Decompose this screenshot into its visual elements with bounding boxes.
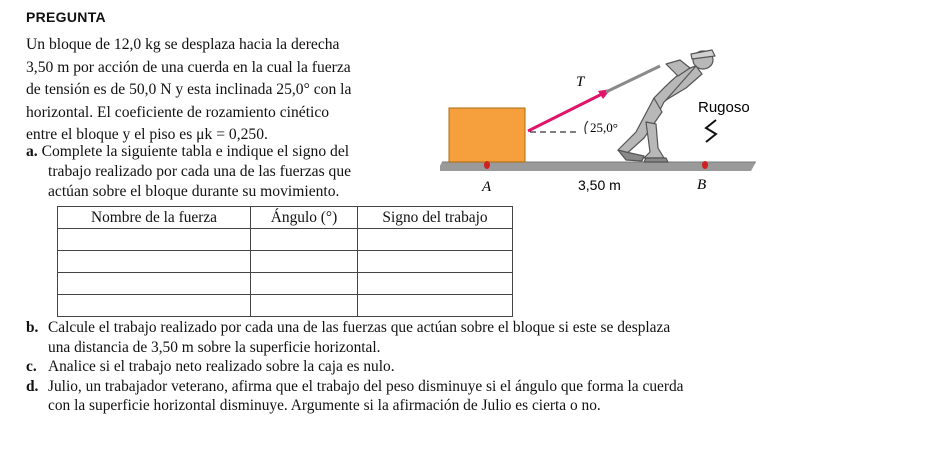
angle-arc <box>585 121 588 134</box>
question-a-line2: trabajo realizado por cada una de las fuerzas que <box>48 163 352 180</box>
question-letter: d. <box>26 377 39 395</box>
statement-line: 3,50 m por acción de una cuerda en la cual la fuerza <box>26 58 351 76</box>
question-c <box>26 357 906 377</box>
question-a <box>26 142 416 202</box>
rough-surface-icon <box>706 120 716 142</box>
table-row <box>58 229 513 251</box>
table-header-row <box>58 207 513 229</box>
table-cell[interactable] <box>251 273 358 295</box>
question-letter: a. <box>26 143 38 160</box>
table-cell[interactable] <box>358 273 513 295</box>
table-cell[interactable] <box>358 229 513 251</box>
question-a-line3: actúan sobre el bloque durante su movimiento. <box>48 183 340 200</box>
column-header-force: Nombre de la fuerza <box>58 207 251 229</box>
question-c-line1: Analice si el trabajo neto realizado sobre la caja es nulo. <box>48 358 395 376</box>
block <box>449 108 525 162</box>
statement-line: horizontal. El coeficiente de rozamiento cinético <box>26 103 330 121</box>
table-cell[interactable] <box>58 229 251 251</box>
rope <box>606 66 660 92</box>
table-row <box>58 295 513 317</box>
table-cell[interactable] <box>251 295 358 317</box>
table-cell[interactable] <box>251 251 358 273</box>
table-cell[interactable] <box>251 229 358 251</box>
question-b <box>26 318 906 357</box>
question-letter: c. <box>26 358 37 376</box>
distance-label: 3,50 m <box>578 177 621 193</box>
question-list <box>26 318 906 416</box>
column-header-angle: Ángulo (°) <box>251 207 358 229</box>
table-cell[interactable] <box>358 295 513 317</box>
table-cell[interactable] <box>58 251 251 273</box>
column-header-sign: Signo del trabajo <box>358 207 513 229</box>
table-row <box>58 251 513 273</box>
tension-label: T <box>576 74 585 90</box>
table-row <box>58 273 513 295</box>
table-cell[interactable] <box>58 295 251 317</box>
statement-line: Un bloque de 12,0 kg se desplaza hacia la derecha <box>26 36 340 53</box>
question-d-line1: Julio, un trabajador veterano, afirma que el trabajo del peso disminuye si el ángulo que forma la cuerda <box>48 377 684 395</box>
angle-label: 25,0° <box>590 120 618 135</box>
question-d-line2: con la superficie horizontal disminuye. Argumente si la afirmación de Julio es cierta o no. <box>48 397 601 415</box>
statement-line: de tensión es de 50,0 N y esta inclinada 25,0° con la <box>26 81 352 99</box>
point-a-label: A <box>482 179 492 195</box>
statement-line: entre el bloque y el piso es μk = 0,250. <box>26 126 268 144</box>
question-d <box>26 377 906 416</box>
table-cell[interactable] <box>58 273 251 295</box>
question-letter: b. <box>26 319 39 336</box>
work-table <box>57 206 513 317</box>
question-a-line1: Complete la siguiente tabla e indique el signo del <box>41 143 350 160</box>
marker-a <box>484 161 490 169</box>
question-b-line1: Calcule el trabajo realizado por cada una de las fuerzas que actúan sobre el bloque si este se desplaza <box>48 319 671 336</box>
table-cell[interactable] <box>358 251 513 273</box>
surface-label: Rugoso <box>698 99 750 116</box>
problem-statement <box>26 34 414 147</box>
question-b-line2: una distancia de 3,50 m sobre la superficie horizontal. <box>48 338 381 356</box>
physics-diagram <box>440 40 770 200</box>
point-b-label: B <box>697 177 707 193</box>
section-heading: PREGUNTA <box>26 9 106 25</box>
marker-b <box>702 161 708 169</box>
